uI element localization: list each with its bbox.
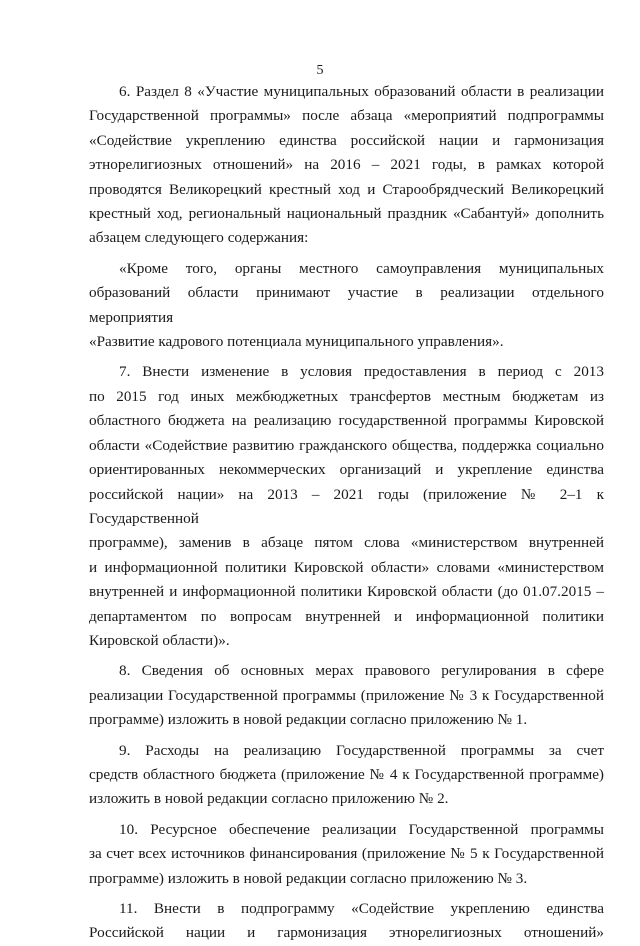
text-line: Кировской области)». xyxy=(89,631,230,649)
text-line: 10. Ресурсное обеспечение реализации Государственной программы xyxy=(119,820,604,838)
text-line: абзацем следующего содержания: xyxy=(89,229,309,247)
text-line: изложить в новой редакции согласно приложению № 2. xyxy=(89,790,449,808)
page-number: 5 xyxy=(316,63,324,78)
text-line: «Кроме того, органы местного самоуправления муниципальных xyxy=(119,259,604,277)
text-line: 9. Расходы на реализацию Государственной программы за счет xyxy=(119,741,604,759)
text-line: по 2015 год иных межбюджетных трансфертов местным бюджетам из xyxy=(89,387,604,405)
text-line: департаментом по вопросам внутренней и информационной политики xyxy=(89,607,604,625)
text-line: этнорелигиозных отношений» на 2016 – 2021 годы, в рамках которой xyxy=(89,156,604,174)
text-line: средств областного бюджета (приложение № 4 к Государственной программе) xyxy=(89,765,604,783)
text-line: реализации Государственной программы (приложение № 3 к Государственной xyxy=(89,686,604,704)
paragraph-p10 xyxy=(89,818,604,891)
text-line: ориентированных некоммерческих организаций и укрепление единства xyxy=(89,461,604,479)
text-line: 6. Раздел 8 «Участие муниципальных образований области в реализации xyxy=(119,83,604,100)
text-line: Государственной программы» после абзаца «мероприятий подпрограммы xyxy=(89,107,604,125)
paragraph-p6 xyxy=(89,80,604,251)
text-line: «Содействие укреплению единства российской нации и гармонизация xyxy=(89,131,604,149)
text-line: программе) изложить в новой редакции согласно приложению № 1. xyxy=(89,711,528,729)
text-line: образований области принимают участие в реализации отдельного мероприятия xyxy=(89,284,604,326)
paragraph-p7 xyxy=(89,360,604,653)
document-body xyxy=(89,80,604,946)
paragraph-p8 xyxy=(89,659,604,732)
text-line: крестный ход, региональный национальный праздник «Сабантуй» дополнить xyxy=(89,205,604,223)
paragraph-p11 xyxy=(89,897,604,946)
text-line: и информационной политики Кировской области» словами «министерством xyxy=(89,558,604,576)
paragraph-p6-quote xyxy=(89,257,604,355)
text-line: проводятся Великорецкий крестный ход и Старообрядческий Великорецкий xyxy=(89,180,604,198)
paragraph-p9 xyxy=(89,739,604,812)
text-line: 11. Внести в подпрограмму «Содействие укреплению единства xyxy=(119,900,604,917)
text-line: программе) изложить в новой редакции согласно приложению № 3. xyxy=(89,869,528,887)
text-line: 7. Внести изменение в условия предоставления в период с 2013 xyxy=(119,363,604,381)
text-line: за счет всех источников финансирования (приложение № 5 к Государственной xyxy=(89,845,604,863)
text-line: российской нации» на 2013 – 2021 годы (приложение № 2–1 к Государственной xyxy=(89,485,604,527)
text-line: областного бюджета на реализацию государственной программы Кировской xyxy=(89,412,604,430)
text-line: области «Содействие развитию гражданского общества, поддержка социально xyxy=(89,436,604,454)
text-line: 8. Сведения об основных мерах правового регулирования в сфере xyxy=(119,662,604,680)
text-line: внутренней и информационной политики Кировской области (до 01.07.2015 – xyxy=(89,583,604,601)
text-line: Российской нации и гармонизация этнорелигиозных отношений» xyxy=(89,924,604,942)
text-line: «Развитие кадрового потенциала муниципального управления». xyxy=(89,333,504,351)
text-line: программе), заменив в абзаце пятом слова «министерством внутренней xyxy=(89,534,604,552)
